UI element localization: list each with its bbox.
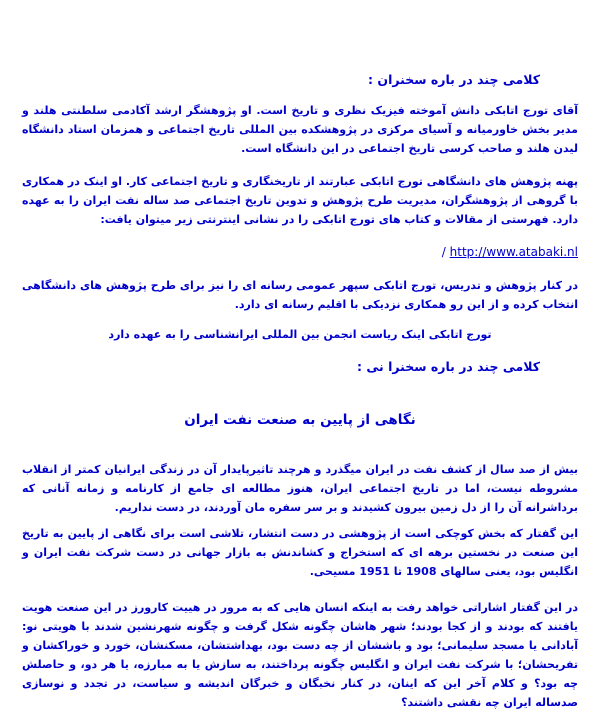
website-link-line: [22, 243, 578, 262]
speaker-bio-paragraph: آقای تورج اتابکی دانش آموخته فیزیک نظری و تاریخ است. او پژوهشگر ارشد آکادمی سلطنتی هلند و مدیر بخش خاورمیانه و آسیای مرکزی در پژوهشکده بین المللی تاریخ اجتماعی و همزمان استاد دانشگاه لیدن هلند و صاحب کرسی تاریخ اجتماعی در این دانشگاه است.: [22, 104, 578, 155]
research-paragraph: پهنه پژوهش های دانشگاهی تورج اتابکی عبارتند از تاریخنگاری و تاریخ اجتماعی کار. او اینک در همکاری با گروهی از پژوهشگران، مدیریت طرح پژوهش و تدوین تاریخ اجتماعی صد ساله نفت ایران را به عهده دارد. فهرستی از مقالات و کتاب های تورج اتابکی را در نشانی اینترنتی زیر میتوان یافت:: [22, 175, 578, 226]
website-link[interactable]: http://www.atabaki.nl: [449, 245, 578, 259]
talk-paragraph-2: این گفتار که بخش کوچکی است از پژوهشی در دست انتشار، تلاشی است برای نگاهی از پایین به تاریخ این صنعت در نخستین برهه ای که استخراج و کشاندنش به بازار جهانی در دست شرکت نفت ایران و انگلیس بود، یعنی سالهای 1908 تا 1951 مسیحی.: [22, 527, 578, 578]
website-trailing-slash: /: [441, 245, 446, 259]
about-speaker-heading: کلامی چند در باره سخنران :: [368, 72, 540, 87]
media-paragraph: در کنار پژوهش و تدریس، تورج اتابکی سپهر عمومی رسانه ای را نیز برای طرح پژوهش های دانشگاهی انتخاب کرده و از این رو همکاری نزدیکی با اقلیم رسانه ای دارد.: [22, 279, 578, 311]
talk-title: نگاهی از پایین به صنعت نفت ایران: [184, 412, 416, 428]
talk-paragraph-3: در این گفتار اشاراتی خواهد رفت به اینکه انسان هایی که به مرور در هییت کارورز در این صنعت هویت یافتند که بودند و از کجا بودند؛ شهر هاشان چگونه شکل گرفت و چگونه شهرنشین شدند با هویتی نو: آبادانی یا مسجد سلیمانی؛ بود و باششان از چه دست بود، بهداشتشان، مسکنشان، خورد و خوراکشان و تفریحشان؛ با شرکت نفت ایران و انگلیس چگونه پرداختند، به سازش یا به مبارزه، یا هر دو، و حاصلش چه بود؟ و کلام آخر این که اینان، در کنار نخبگان و خبرگان اندیشه و سیاست، در تجدد و نوسازی صدساله ایران چه نقشی داشتند؟: [22, 601, 578, 709]
talk-paragraph-1: بیش از صد سال از کشف نفت در ایران میگذرد و هرچند تاثیرپایدار آن در زندگی ایرانیان کمتر از انقلاب مشروطه نیست، اما در تاریخ اجتماعی ایران، هنوز مطالعه ای جامع از کارنامه و زمانه آنانی که برداشرانه آن را از دل زمین بیرون کشیدند و بر سر سفره مان آوردند، در دست نداریم.: [22, 463, 578, 514]
about-talk-heading: کلامی چند در باره سخنرا نی :: [357, 359, 540, 374]
presidency-line: تورج اتابکی اینک ریاست انجمن بین المللی ایرانشناسی را به عهده دارد: [108, 328, 492, 341]
